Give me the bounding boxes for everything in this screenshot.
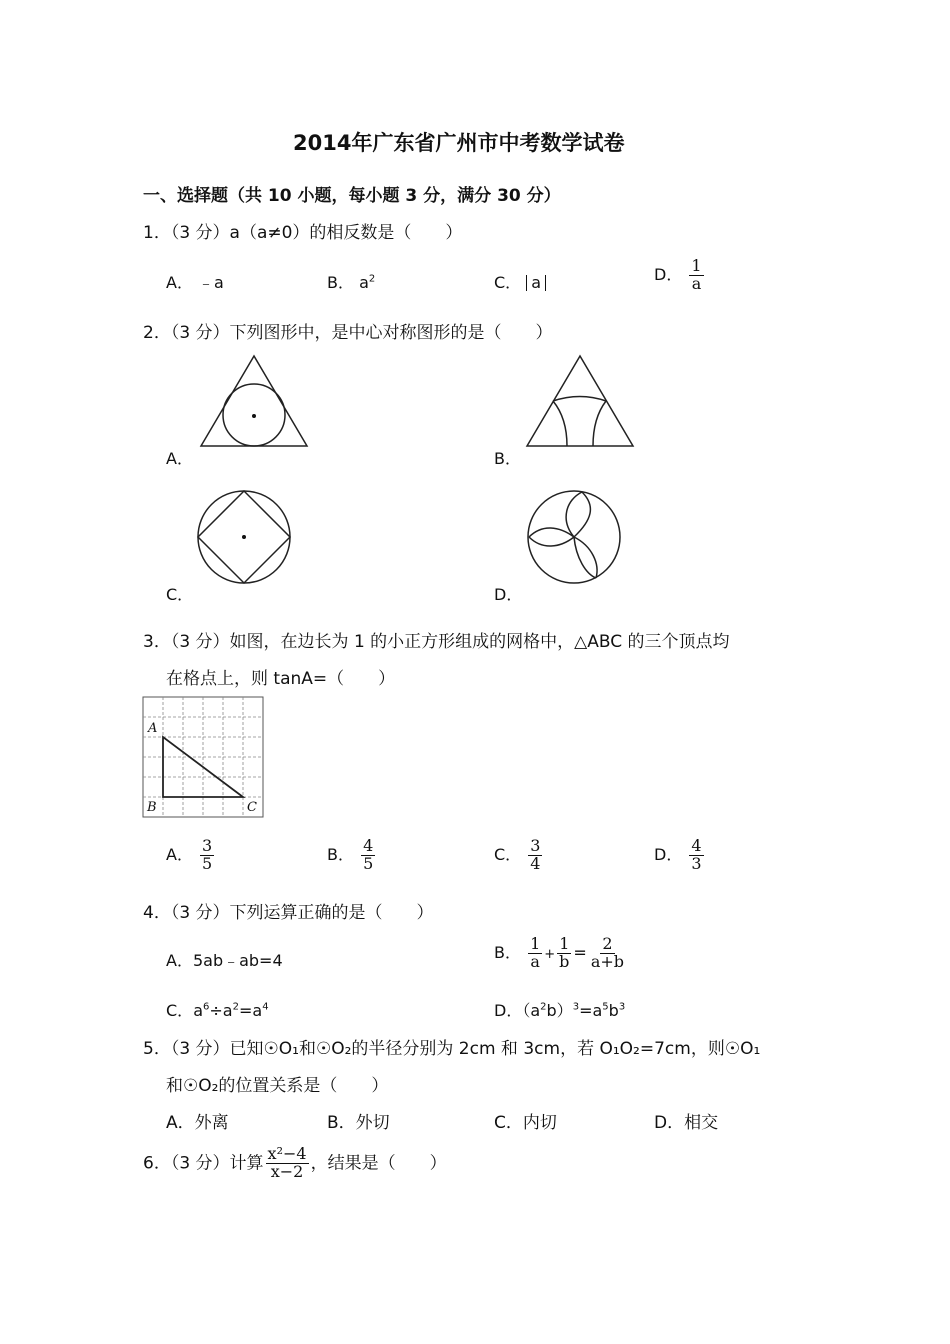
q2-option-c[interactable]: C． (166, 585, 194, 604)
q4-option-c[interactable]: C．$a^6\div a^2=a^4$ (166, 1001, 269, 1020)
q3-option-d[interactable]: D． $\frac{4}{3}$ (654, 836, 702, 873)
q3-option-b[interactable]: B． $\frac{4}{5}$ (327, 836, 374, 873)
q1-option-c[interactable]: C． a (494, 270, 546, 293)
q2-option-d[interactable]: D． (494, 585, 523, 604)
q3-option-c[interactable]: C． $\frac{3}{4}$ (494, 836, 541, 873)
fraction: $\frac{1}{a}$ (691, 256, 702, 293)
q5-option-b[interactable]: B．外切 (327, 1113, 390, 1133)
absolute-value: a (526, 275, 546, 291)
question-6-stem: 6．（3 分）计算 $\frac{\text{x²−4}}{x-2}$ ，结果是（ ） (143, 1144, 447, 1181)
question-4-stem: 4．（3 分）下列运算正确的是（ ） (143, 903, 434, 923)
section-heading: 一、选择题（共 10 小题，每小题 3 分，满分 30 分） (143, 186, 561, 206)
figure-2d-circle-petals (524, 488, 624, 588)
q2-option-b[interactable]: B． (494, 449, 521, 468)
figure-2c-circle-square (194, 488, 294, 588)
question-5-stem-line2: 和☉O₂的位置关系是（ ） (166, 1076, 389, 1096)
q2-option-a[interactable]: A． (166, 449, 193, 468)
q4-option-d[interactable]: D．$(a^2b)^3=a^5b^3$ (494, 1001, 626, 1020)
page-title: 2014年广东省广州市中考数学试卷 (293, 131, 625, 155)
q1-option-a[interactable]: A． ﹣a (166, 273, 224, 292)
figure-2b-triangle-arcs (524, 352, 639, 452)
question-5-stem-line1: 5．（3 分）已知☉O₁和☉O₂的半径分别为 2cm 和 3cm，若 O₁O₂=7cm，则☉O₁ (143, 1039, 761, 1059)
question-3-stem-line1: 3．（3 分）如图，在边长为 1 的小正方形组成的网格中，△ABC 的三个顶点均 (143, 632, 730, 652)
vertex-a-label: A (148, 721, 158, 736)
q5-option-d[interactable]: D．相交 (654, 1113, 719, 1133)
fraction: $\frac{\text{x²−4}}{x-2}$ (267, 1144, 307, 1181)
q5-option-a[interactable]: A．外离 (166, 1113, 229, 1133)
q4-option-b[interactable]: B． $\frac{1}{a}$ + $\frac{1}{b}$ = $\frac{2}{a+b}$ (494, 934, 625, 971)
vertex-b-label: B (147, 800, 157, 815)
vertex-c-label: C (247, 800, 257, 815)
question-3-stem-line2: 在格点上，则 tanA=（ ） (166, 669, 396, 689)
q5-option-c[interactable]: C．内切 (494, 1113, 557, 1133)
q4-option-a[interactable]: A．5ab﹣ab=4 (166, 951, 283, 970)
figure-2a-triangle-incircle (197, 352, 312, 452)
question-1-stem: 1．（3 分）a（a≠0）的相反数是（ ） (143, 223, 463, 243)
q1-option-b[interactable]: B． $a^2$ (327, 273, 376, 292)
question-2-stem: 2．（3 分）下列图形中，是中心对称图形的是（ ） (143, 323, 553, 343)
figure-3-grid-triangle (142, 696, 264, 818)
q3-option-a[interactable]: A． $\frac{3}{5}$ (166, 836, 213, 873)
q1-option-d[interactable]: D． $\frac{1}{a}$ (654, 256, 702, 293)
